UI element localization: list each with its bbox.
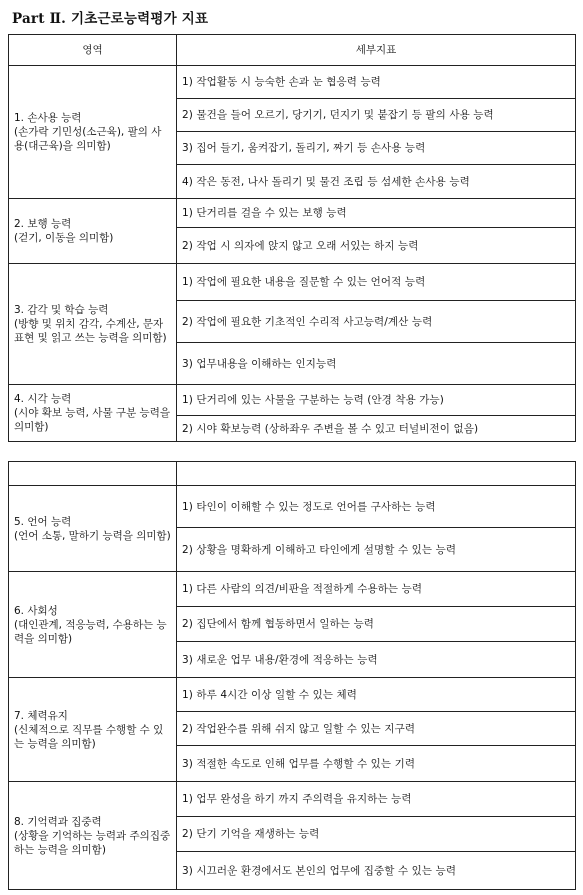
page-title: Part Ⅱ. 기초근로능력평가 지표 xyxy=(12,11,209,27)
indicator-table-part2 xyxy=(8,461,576,890)
area-description: (걷기, 이동을 의미함) xyxy=(14,232,114,244)
table-blank-header-row xyxy=(9,462,576,486)
indicator-item: 1) 하루 4시간 이상 일할 수 있는 체력 xyxy=(177,678,576,712)
table-row xyxy=(9,199,576,228)
header-indicators: 세부지표 xyxy=(177,35,576,66)
indicator-item: 1) 단거리에 있는 사물을 구분하는 능력 (안경 착용 가능) xyxy=(177,385,576,416)
area-cell-sociality xyxy=(9,572,177,678)
table-row xyxy=(9,264,576,301)
indicator-item: 2) 작업 시 의자에 앉지 않고 오래 서있는 하지 능력 xyxy=(177,228,576,264)
area-cell-memory-focus xyxy=(9,782,177,890)
table-row xyxy=(9,678,576,712)
area-description: (대인관계, 적응능력, 수용하는 능력을 의미함) xyxy=(14,618,167,645)
area-description: (시야 확보 능력, 사물 구분 능력을 의미함) xyxy=(14,407,170,433)
indicator-item: 2) 단기 기억을 재생하는 능력 xyxy=(177,817,576,852)
indicator-item: 3) 업무내용을 이해하는 인지능력 xyxy=(177,343,576,385)
indicator-item: 3) 적절한 속도로 인해 업무를 수행할 수 있는 기력 xyxy=(177,746,576,782)
area-name: 2. 보행 능력 xyxy=(14,218,72,230)
indicator-item: 2) 작업완수를 위해 쉬지 않고 일할 수 있는 지구력 xyxy=(177,712,576,746)
indicator-table-part1 xyxy=(8,34,576,442)
blank-cell xyxy=(9,462,177,486)
area-name: 5. 언어 능력 xyxy=(14,515,72,528)
indicator-item: 4) 작은 동전, 나사 돌리기 및 물건 조립 등 섬세한 손사용 능력 xyxy=(177,165,576,199)
area-description: (손가락 기민성(소근육), 팔의 사용(대근육)을 의미함) xyxy=(14,126,162,152)
table-row xyxy=(9,782,576,817)
table-row xyxy=(9,385,576,416)
area-name: 4. 시각 능력 xyxy=(14,393,72,405)
header-area: 영역 xyxy=(9,35,177,66)
table-row xyxy=(9,486,576,528)
indicator-item: 3) 새로운 업무 내용/환경에 적응하는 능력 xyxy=(177,642,576,678)
area-description: (방향 및 위치 감각, 수계산, 문자 표현 및 읽고 쓰는 능력을 의미함) xyxy=(14,318,167,344)
area-cell-language xyxy=(9,486,177,572)
table-row xyxy=(9,66,576,99)
area-description: (신체적으로 직무를 수행할 수 있는 능력을 의미함) xyxy=(14,723,164,750)
area-description: (상황을 기억하는 능력과 주의집중하는 능력을 의미함) xyxy=(14,829,171,856)
indicator-item: 3) 집어 들기, 움켜잡기, 돌리기, 짜기 등 손사용 능력 xyxy=(177,132,576,165)
indicator-item: 1) 작업활동 시 능숙한 손과 눈 협응력 능력 xyxy=(177,66,576,99)
area-cell-walking xyxy=(9,199,177,264)
area-name: 3. 감각 및 학습 능력 xyxy=(14,304,109,316)
area-cell-sense-learning xyxy=(9,264,177,385)
indicator-item: 2) 물건을 들어 오르기, 당기기, 던지기 및 붙잡기 등 팔의 사용 능력 xyxy=(177,99,576,132)
indicator-item: 2) 집단에서 함께 협동하면서 일하는 능력 xyxy=(177,607,576,642)
blank-cell xyxy=(177,462,576,486)
area-cell-vision xyxy=(9,385,177,442)
area-name: 8. 기억력과 집중력 xyxy=(14,815,102,828)
indicator-item: 1) 타인이 이해할 수 있는 정도로 언어를 구사하는 능력 xyxy=(177,486,576,528)
indicator-item: 2) 시야 확보능력 (상하좌우 주변을 볼 수 있고 터널비전이 없음) xyxy=(177,416,576,442)
indicator-item: 1) 작업에 필요한 내용을 질문할 수 있는 언어적 능력 xyxy=(177,264,576,301)
indicator-item: 2) 상황을 명확하게 이해하고 타인에게 설명할 수 있는 능력 xyxy=(177,528,576,572)
indicator-item: 1) 다른 사람의 의견/비판을 적절하게 수용하는 능력 xyxy=(177,572,576,607)
table-row xyxy=(9,572,576,607)
area-name: 7. 체력유지 xyxy=(14,709,68,722)
area-name: 6. 사회성 xyxy=(14,604,58,617)
table-header-row xyxy=(9,35,576,66)
area-cell-stamina xyxy=(9,678,177,782)
indicator-item: 3) 시끄러운 환경에서도 본인의 업무에 집중할 수 있는 능력 xyxy=(177,852,576,890)
indicator-item: 1) 업무 완성을 하기 까지 주의력을 유지하는 능력 xyxy=(177,782,576,817)
area-description: (언어 소통, 말하기 능력을 의미함) xyxy=(14,529,171,542)
indicator-item: 1) 단거리를 걸을 수 있는 보행 능력 xyxy=(177,199,576,228)
indicator-item: 2) 작업에 필요한 기초적인 수리적 사고능력/계산 능력 xyxy=(177,301,576,343)
area-name: 1. 손사용 능력 xyxy=(14,112,82,124)
area-cell-hand-use xyxy=(9,66,177,199)
